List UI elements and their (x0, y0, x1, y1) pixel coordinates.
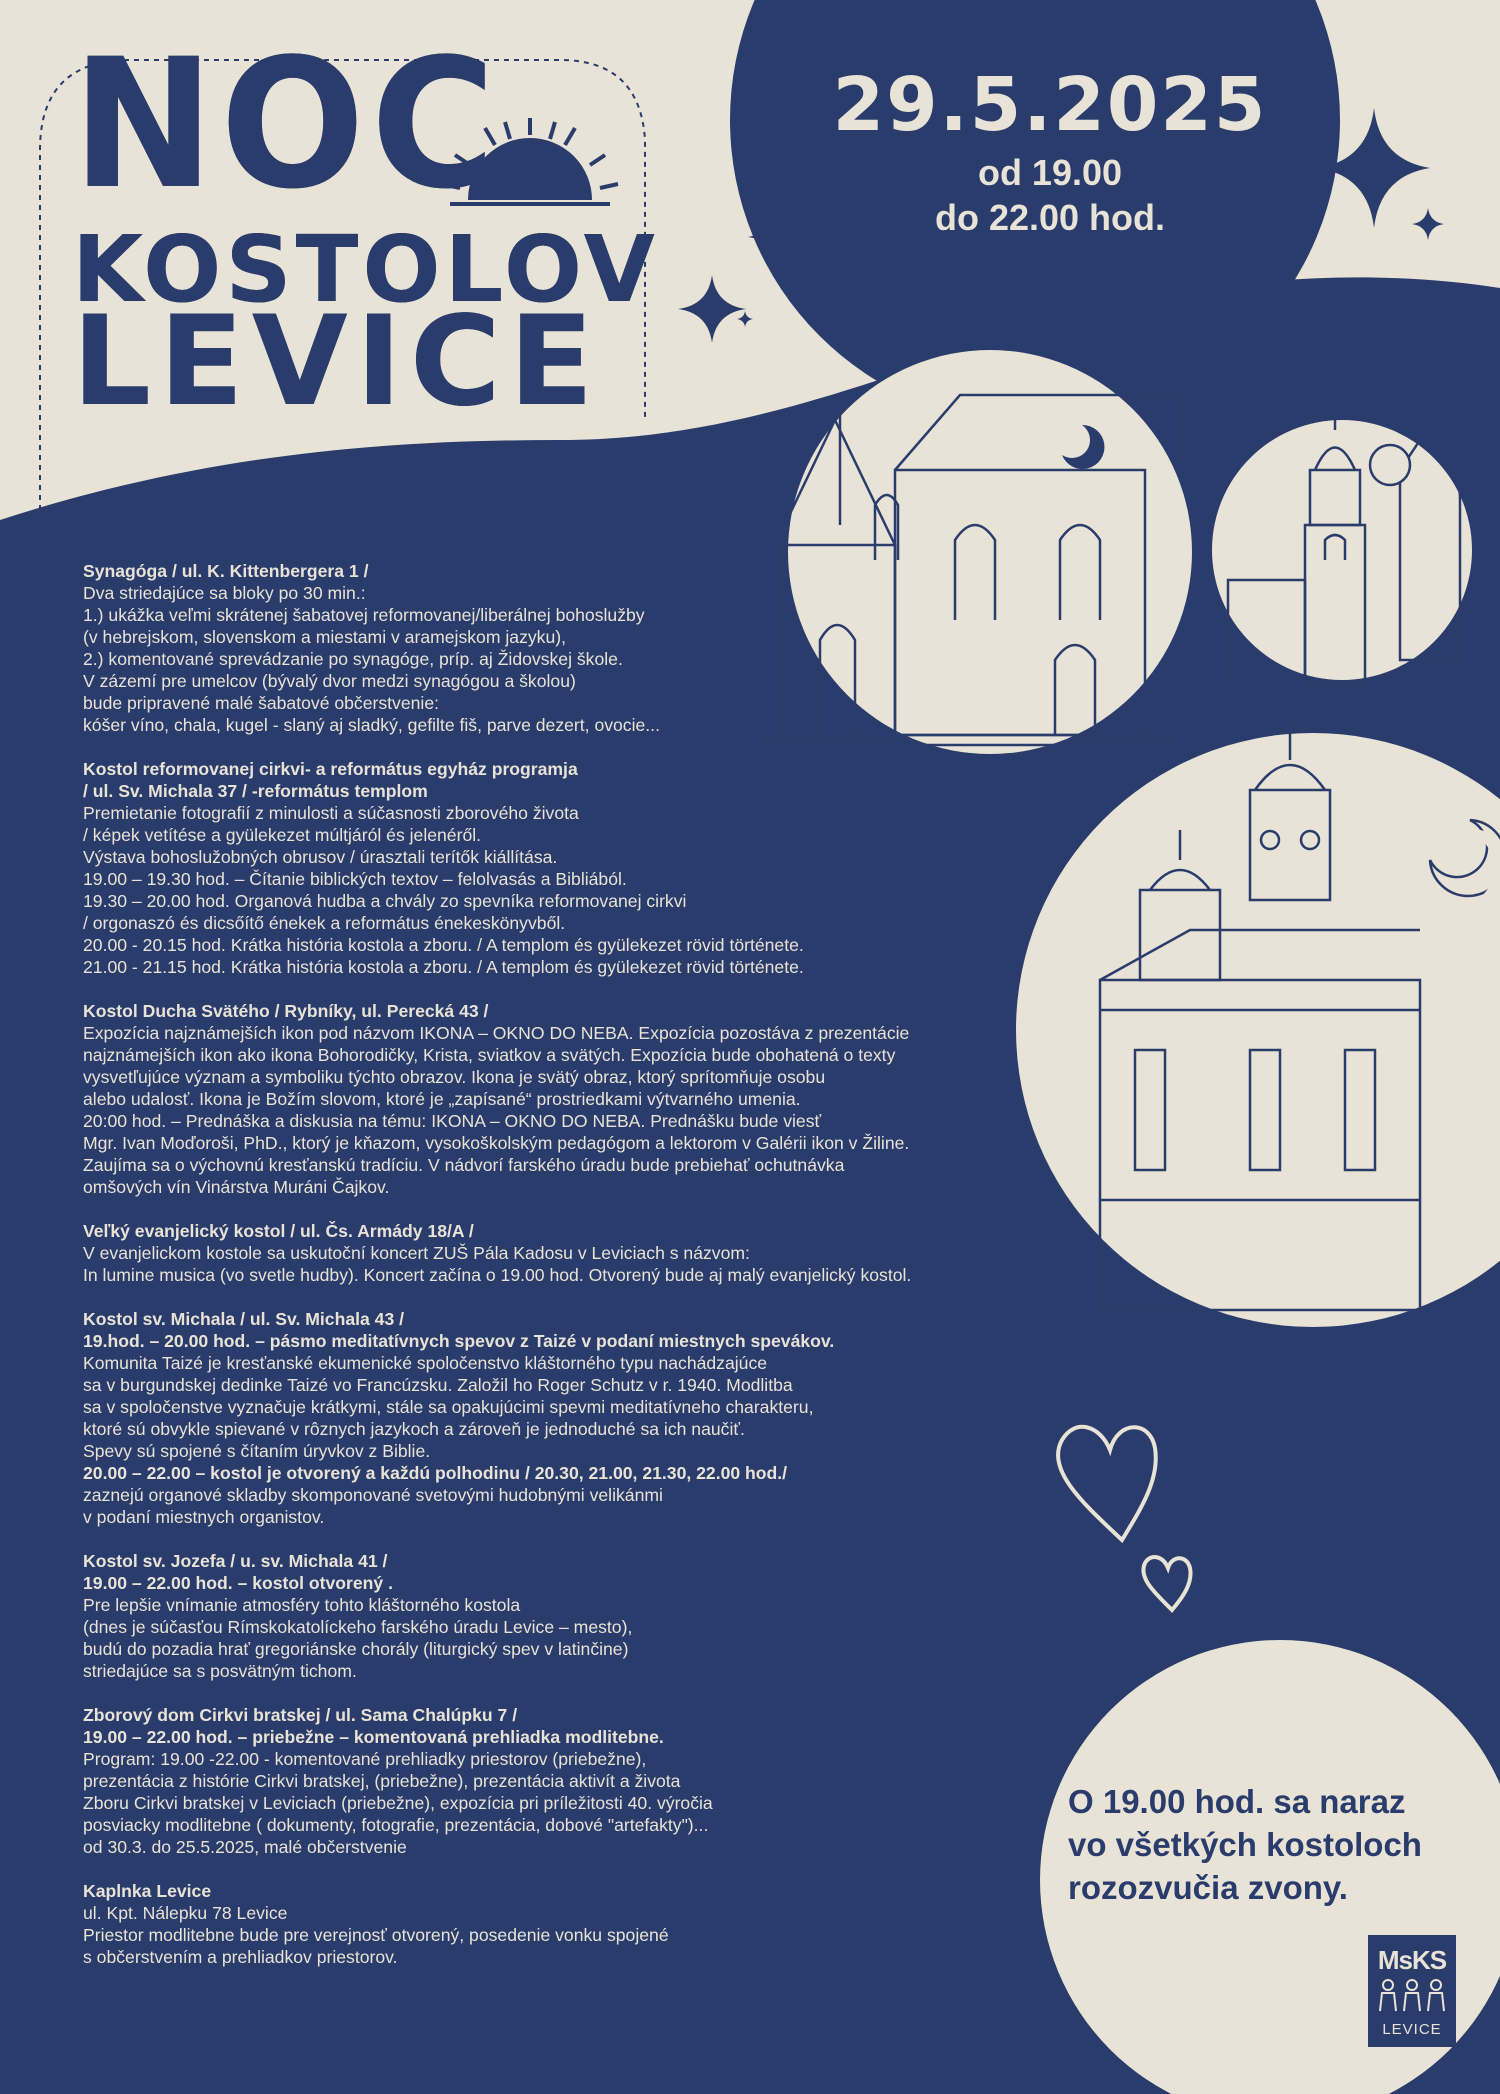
title-levice: LEVICE (72, 290, 602, 434)
section-text: sa v spoločenstve vyznačuje krátkymi, stále sa opakujúcimi spevmi meditatívneho charakteru, (83, 1397, 814, 1417)
section-text: 19.00 – 22.00 hod. – kostol otvorený . (83, 1573, 393, 1593)
section-text: (v hebrejskom, slovenskom a miestami v aramejskom jazyku), (83, 627, 566, 647)
logo-subtitle: LEVICE (1382, 2021, 1442, 2038)
section-text: 2.) komentované sprevádzanie po synagóge, príp. aj Židovskej škole. (83, 649, 623, 669)
section-text: / ul. Sv. Michala 37 / -református templom (83, 781, 428, 801)
section-text: ul. Kpt. Nálepku 78 Levice (83, 1903, 288, 1923)
section-text: sa v burgundskej dedinke Taizé vo Francúzsku. Založil ho Roger Schutz v r. 1940. Modlitba (83, 1375, 793, 1395)
section-text: Premietanie fotografií z minulosti a súčasnosti zborového života (83, 803, 579, 823)
section-text: ktoré sú obvykle spievané v rôznych jazykoch a zároveň je jednoduché sa ich naučiť. (83, 1419, 745, 1439)
section-text: 19.00 – 22.00 hod. – priebežne – komentovaná prehliadka modlitebne. (83, 1727, 664, 1747)
section-text: bude pripravené malé šabatové občerstvenie: (83, 693, 440, 713)
bells-line: rozozvučia zvony. (1068, 1869, 1348, 1906)
section-text: s občerstvením a prehliadkov priestorov. (83, 1947, 398, 1967)
section-text: Priestor modlitebne bude pre verejnosť otvorený, posedenie vonku spojené (83, 1925, 669, 1945)
section-text: Dva striedajúce sa bloky po 30 min.: (83, 583, 366, 603)
section-text: prezentácia z histórie Cirkvi bratskej, (priebežne), prezentácia aktivít a života (83, 1771, 681, 1791)
section-text: najznámejších ikon ako ikona Bohorodičky, Krista, sviatkov a svätých. Expozícia bude obohatená o texty (83, 1045, 896, 1065)
section-heading: Veľký evanjelický kostol / ul. Čs. Armády 18/A / (83, 1221, 474, 1241)
section-text: / képek vetítése a gyülekezet múltjáról és jelenéről. (83, 825, 482, 845)
section-text: Mgr. Ivan Moďoroši, PhD., ktorý je kňazom, vysokoškolským pedagógom a lektorom v Galérii ikon v Žiline. (83, 1133, 910, 1153)
bells-notice (1068, 1780, 1468, 1909)
program-section (83, 1220, 1033, 1286)
msks-logo (1368, 1935, 1456, 2047)
title-noc: NOC (72, 21, 502, 229)
section-text: In lumine musica (vo svetle hudby). Koncert začína o 19.00 hod. Otvorený bude aj malý evanjelický kostol. (83, 1265, 912, 1285)
section-text: kóšer víno, chala, kugel - slaný aj sladký, gefilte fiš, parve dezert, ovocie... (83, 715, 660, 735)
program-section (83, 1550, 1033, 1682)
section-heading: Kostol sv. Jozefa / u. sv. Michala 41 / (83, 1551, 388, 1571)
section-text: Výstava bohoslužobných obrusov / úrasztali terítők kiállítása. (83, 847, 558, 867)
church-circle-2 (1212, 420, 1472, 680)
section-text: alebo udalosť. Ikona je Božím slovom, ktoré je „zapísané“ prostriedkami výtvarného umenia. (83, 1089, 801, 1109)
section-text: v podaní miestnych organistov. (83, 1507, 325, 1527)
section-text: Expozícia najznámejších ikon pod názvom IKONA – OKNO DO NEBA. Expozícia pozostáva z prezentácie (83, 1023, 910, 1043)
program-list (83, 560, 1033, 1990)
section-text: Zaujíma sa o výchovnú kresťanskú tradíciu. V nádvorí farského úradu bude prebiehať ochutnávka (83, 1155, 845, 1175)
section-text: V evanjelickom kostole sa uskutoční koncert ZUŠ Pála Kadosu v Leviciach s názvom: (83, 1243, 750, 1263)
section-text: posviacky modlitebne ( dokumenty, fotografie, prezentácia, dobové "artefakty")... (83, 1815, 709, 1835)
section-text: budú do pozadia hrať gregoriánske chorály (liturgický spev v latinčine) (83, 1639, 629, 1659)
church-circle-3 (1016, 733, 1500, 1327)
heart-icon (1058, 1427, 1191, 1610)
logo-title: MsKS (1377, 1945, 1447, 1975)
program-section (83, 560, 1033, 736)
people-icon (1376, 1977, 1448, 2015)
program-section (83, 1704, 1033, 1858)
section-text: zaznejú organové skladby skomponované svetovými hudobnými velikánmi (83, 1485, 663, 1505)
section-heading: Zborový dom Cirkvi bratskej / ul. Sama Chalúpku 7 / (83, 1705, 518, 1725)
section-text: od 30.3. do 25.5.2025, malé občerstvenie (83, 1837, 407, 1857)
title-kostolov: KOSTOLOV (72, 216, 659, 323)
section-text: (dnes je súčasťou Rímskokatolíckeho farského úradu Levice – mesto), (83, 1617, 633, 1637)
section-text: Zboru Cirkvi bratskej v Leviciach (priebežne), expozícia pri príležitosti 40. výročia (83, 1793, 713, 1813)
section-text: Spevy sú spojené s čítaním úryvkov z Biblie. (83, 1441, 431, 1461)
section-text: 20:00 hod. – Prednáška a diskusia na tému: IKONA – OKNO DO NEBA. Prednášku bude viesť (83, 1111, 822, 1131)
section-text: / orgonaszó és dicsőítő énekek a református énekeskönyvből. (83, 913, 566, 933)
section-text: 21.00 - 21.15 hod. Krátka história kostola a zboru. / A templom és gyülekezet rövid története. (83, 957, 804, 977)
program-section (83, 758, 1033, 978)
program-section (83, 1000, 1033, 1198)
section-text: 19.hod. – 20.00 hod. – pásmo meditatívnych spevov z Taizé v podaní miestnych spevákov. (83, 1331, 835, 1351)
section-text: 19.00 – 19.30 hod. – Čítanie biblických textov – felolvasás a Bibliából. (83, 869, 627, 889)
section-text: omšových vín Vinárstva Muráni Čajkov. (83, 1177, 390, 1197)
section-heading: Kostol Ducha Svätého / Rybníky, ul. Perecká 43 / (83, 1001, 489, 1021)
section-text: 1.) ukážka veľmi skrátenej šabatovej reformovanej/liberálnej bohoslužby (83, 605, 645, 625)
program-section (83, 1880, 1033, 1968)
section-text: Program: 19.00 -22.00 - komentované prehliadky priestorov (priebežne), (83, 1749, 647, 1769)
section-text: Komunita Taizé je kresťanské ekumenické spoločenstvo kláštorného typu nachádzajúce (83, 1353, 768, 1373)
section-text: striedajúce sa s posvätným tichom. (83, 1661, 357, 1681)
section-text: V zázemí pre umelcov (bývalý dvor medzi synagógou a školou) (83, 671, 576, 691)
section-text: 19.30 – 20.00 hod. Organová hudba a chvály zo spevníka reformovanej cirkvi (83, 891, 687, 911)
section-text: 20.00 – 22.00 – kostol je otvorený a každú polhodinu / 20.30, 21.00, 21.30, 22.00 hod./ (83, 1463, 788, 1483)
section-heading: Synagóga / ul. K. Kittenbergera 1 / (83, 561, 369, 581)
section-text: vysvetľujúce význam a symboliku týchto obrazov. Ikona je svätý obraz, ktorý sprítomňuje osobu (83, 1067, 826, 1087)
program-section (83, 1308, 1033, 1528)
section-text: 20.00 - 20.15 hod. Krátka história kostola a zboru. / A templom és gyülekezet rövid története. (83, 935, 804, 955)
time-from: od 19.00 (977, 152, 1123, 193)
event-date: 29.5.2025 (832, 62, 1268, 148)
section-text: Pre lepšie vnímanie atmosféry tohto kláštorného kostola (83, 1595, 521, 1615)
time-to: do 22.00 hod. (934, 197, 1166, 238)
bells-line: O 19.00 hod. sa naraz (1068, 1783, 1406, 1820)
section-heading: Kostol reformovanej cirkvi- a református egyház programja (83, 759, 578, 779)
section-heading: Kaplnka Levice (83, 1881, 212, 1901)
bells-line: vo všetkých kostoloch (1068, 1826, 1422, 1863)
section-heading: Kostol sv. Michala / ul. Sv. Michala 43 / (83, 1309, 405, 1329)
